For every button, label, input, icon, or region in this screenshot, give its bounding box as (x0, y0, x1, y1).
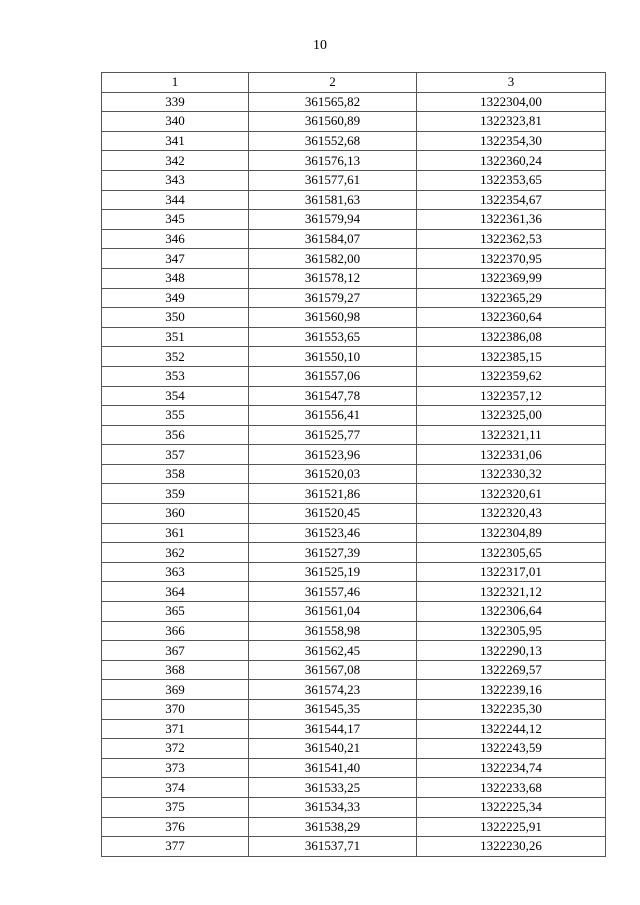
table-row (102, 523, 606, 543)
x-coordinate-cell: 361558,98 (249, 621, 417, 641)
x-coordinate-cell: 361557,46 (249, 582, 417, 602)
table-row (102, 308, 606, 328)
x-coordinate-cell: 361581,63 (249, 190, 417, 210)
table-row (102, 425, 606, 445)
point-number-cell: 355 (102, 406, 249, 426)
point-number-cell: 351 (102, 327, 249, 347)
column-header-2: 2 (249, 73, 417, 93)
table-row (102, 837, 606, 857)
x-coordinate-cell: 361576,13 (249, 151, 417, 171)
x-coordinate-cell: 361544,17 (249, 719, 417, 739)
point-number-cell: 352 (102, 347, 249, 367)
point-number-cell: 359 (102, 484, 249, 504)
x-coordinate-cell: 361550,10 (249, 347, 417, 367)
point-number-cell: 357 (102, 445, 249, 465)
x-coordinate-cell: 361541,40 (249, 758, 417, 778)
point-number-cell: 340 (102, 112, 249, 132)
y-coordinate-cell: 1322386,08 (417, 327, 606, 347)
table-row (102, 484, 606, 504)
x-coordinate-cell: 361520,03 (249, 464, 417, 484)
table-row (102, 210, 606, 230)
y-coordinate-cell: 1322234,74 (417, 758, 606, 778)
x-coordinate-cell: 361523,96 (249, 445, 417, 465)
x-coordinate-cell: 361561,04 (249, 602, 417, 622)
point-number-cell: 339 (102, 92, 249, 112)
point-number-cell: 377 (102, 837, 249, 857)
point-number-cell: 371 (102, 719, 249, 739)
point-number-cell: 364 (102, 582, 249, 602)
column-header-1: 1 (102, 73, 249, 93)
point-number-cell: 345 (102, 210, 249, 230)
point-number-cell: 349 (102, 288, 249, 308)
point-number-cell: 342 (102, 151, 249, 171)
table-row (102, 621, 606, 641)
x-coordinate-cell: 361557,06 (249, 366, 417, 386)
table-row (102, 92, 606, 112)
point-number-cell: 365 (102, 602, 249, 622)
page-number: 10 (313, 38, 327, 53)
y-coordinate-cell: 1322235,30 (417, 700, 606, 720)
y-coordinate-cell: 1322233,68 (417, 778, 606, 798)
y-coordinate-cell: 1322353,65 (417, 170, 606, 190)
table-row (102, 504, 606, 524)
table-header (102, 73, 606, 93)
point-number-cell: 361 (102, 523, 249, 543)
table-row (102, 680, 606, 700)
y-coordinate-cell: 1322354,67 (417, 190, 606, 210)
x-coordinate-cell: 361565,82 (249, 92, 417, 112)
x-coordinate-cell: 361556,41 (249, 406, 417, 426)
y-coordinate-cell: 1322304,89 (417, 523, 606, 543)
x-coordinate-cell: 361547,78 (249, 386, 417, 406)
table-row (102, 562, 606, 582)
point-number-cell: 372 (102, 739, 249, 759)
x-coordinate-cell: 361578,12 (249, 268, 417, 288)
table-row (102, 347, 606, 367)
x-coordinate-cell: 361579,94 (249, 210, 417, 230)
y-coordinate-cell: 1322320,43 (417, 504, 606, 524)
y-coordinate-cell: 1322325,00 (417, 406, 606, 426)
x-coordinate-cell: 361582,00 (249, 249, 417, 269)
table-row (102, 406, 606, 426)
table-row (102, 445, 606, 465)
y-coordinate-cell: 1322321,11 (417, 425, 606, 445)
column-header-3: 3 (417, 73, 606, 93)
x-coordinate-cell: 361525,77 (249, 425, 417, 445)
y-coordinate-cell: 1322360,64 (417, 308, 606, 328)
point-number-cell: 344 (102, 190, 249, 210)
y-coordinate-cell: 1322331,06 (417, 445, 606, 465)
point-number-cell: 353 (102, 366, 249, 386)
table-row (102, 641, 606, 661)
y-coordinate-cell: 1322369,99 (417, 268, 606, 288)
table-row (102, 778, 606, 798)
x-coordinate-cell: 361560,89 (249, 112, 417, 132)
y-coordinate-cell: 1322357,12 (417, 386, 606, 406)
y-coordinate-cell: 1322362,53 (417, 229, 606, 249)
x-coordinate-cell: 361521,86 (249, 484, 417, 504)
y-coordinate-cell: 1322305,65 (417, 543, 606, 563)
table-row (102, 249, 606, 269)
y-coordinate-cell: 1322225,34 (417, 797, 606, 817)
point-number-cell: 366 (102, 621, 249, 641)
point-number-cell: 348 (102, 268, 249, 288)
point-number-cell: 362 (102, 543, 249, 563)
y-coordinate-cell: 1322269,57 (417, 660, 606, 680)
y-coordinate-cell: 1322385,15 (417, 347, 606, 367)
table-row (102, 151, 606, 171)
table-row (102, 660, 606, 680)
x-coordinate-cell: 361562,45 (249, 641, 417, 661)
point-number-cell: 368 (102, 660, 249, 680)
table-row (102, 739, 606, 759)
x-coordinate-cell: 361560,98 (249, 308, 417, 328)
table-row (102, 700, 606, 720)
x-coordinate-cell: 361534,33 (249, 797, 417, 817)
table-row (102, 386, 606, 406)
table-row (102, 327, 606, 347)
x-coordinate-cell: 361533,25 (249, 778, 417, 798)
y-coordinate-cell: 1322239,16 (417, 680, 606, 700)
point-number-cell: 373 (102, 758, 249, 778)
coordinates-table (101, 72, 606, 857)
table-row (102, 543, 606, 563)
point-number-cell: 346 (102, 229, 249, 249)
table-row (102, 582, 606, 602)
y-coordinate-cell: 1322354,30 (417, 131, 606, 151)
y-coordinate-cell: 1322243,59 (417, 739, 606, 759)
table-row (102, 719, 606, 739)
point-number-cell: 375 (102, 797, 249, 817)
y-coordinate-cell: 1322306,64 (417, 602, 606, 622)
table-row (102, 112, 606, 132)
point-number-cell: 369 (102, 680, 249, 700)
x-coordinate-cell: 361552,68 (249, 131, 417, 151)
point-number-cell: 376 (102, 817, 249, 837)
y-coordinate-cell: 1322361,36 (417, 210, 606, 230)
x-coordinate-cell: 361579,27 (249, 288, 417, 308)
x-coordinate-cell: 361523,46 (249, 523, 417, 543)
point-number-cell: 341 (102, 131, 249, 151)
x-coordinate-cell: 361520,45 (249, 504, 417, 524)
point-number-cell: 358 (102, 464, 249, 484)
table-row (102, 131, 606, 151)
point-number-cell: 350 (102, 308, 249, 328)
y-coordinate-cell: 1322359,62 (417, 366, 606, 386)
x-coordinate-cell: 361527,39 (249, 543, 417, 563)
point-number-cell: 363 (102, 562, 249, 582)
point-number-cell: 354 (102, 386, 249, 406)
point-number-cell: 347 (102, 249, 249, 269)
x-coordinate-cell: 361537,71 (249, 837, 417, 857)
y-coordinate-cell: 1322370,95 (417, 249, 606, 269)
point-number-cell: 343 (102, 170, 249, 190)
header-row (102, 73, 606, 93)
x-coordinate-cell: 361567,08 (249, 660, 417, 680)
table-row (102, 602, 606, 622)
y-coordinate-cell: 1322290,13 (417, 641, 606, 661)
y-coordinate-cell: 1322317,01 (417, 562, 606, 582)
x-coordinate-cell: 361553,65 (249, 327, 417, 347)
y-coordinate-cell: 1322320,61 (417, 484, 606, 504)
y-coordinate-cell: 1322365,29 (417, 288, 606, 308)
table-row (102, 758, 606, 778)
y-coordinate-cell: 1322323,81 (417, 112, 606, 132)
x-coordinate-cell: 361574,23 (249, 680, 417, 700)
x-coordinate-cell: 361525,19 (249, 562, 417, 582)
point-number-cell: 374 (102, 778, 249, 798)
y-coordinate-cell: 1322321,12 (417, 582, 606, 602)
x-coordinate-cell: 361584,07 (249, 229, 417, 249)
x-coordinate-cell: 361577,61 (249, 170, 417, 190)
table-row (102, 817, 606, 837)
point-number-cell: 370 (102, 700, 249, 720)
table-row (102, 229, 606, 249)
table-row (102, 366, 606, 386)
table-row (102, 288, 606, 308)
x-coordinate-cell: 361545,35 (249, 700, 417, 720)
y-coordinate-cell: 1322244,12 (417, 719, 606, 739)
point-number-cell: 360 (102, 504, 249, 524)
x-coordinate-cell: 361540,21 (249, 739, 417, 759)
table-row (102, 464, 606, 484)
point-number-cell: 367 (102, 641, 249, 661)
table-row (102, 797, 606, 817)
y-coordinate-cell: 1322360,24 (417, 151, 606, 171)
y-coordinate-cell: 1322304,00 (417, 92, 606, 112)
table-body (102, 92, 606, 856)
point-number-cell: 356 (102, 425, 249, 445)
y-coordinate-cell: 1322225,91 (417, 817, 606, 837)
y-coordinate-cell: 1322230,26 (417, 837, 606, 857)
x-coordinate-cell: 361538,29 (249, 817, 417, 837)
y-coordinate-cell: 1322330,32 (417, 464, 606, 484)
table-row (102, 170, 606, 190)
y-coordinate-cell: 1322305,95 (417, 621, 606, 641)
table-row (102, 190, 606, 210)
table-row (102, 268, 606, 288)
